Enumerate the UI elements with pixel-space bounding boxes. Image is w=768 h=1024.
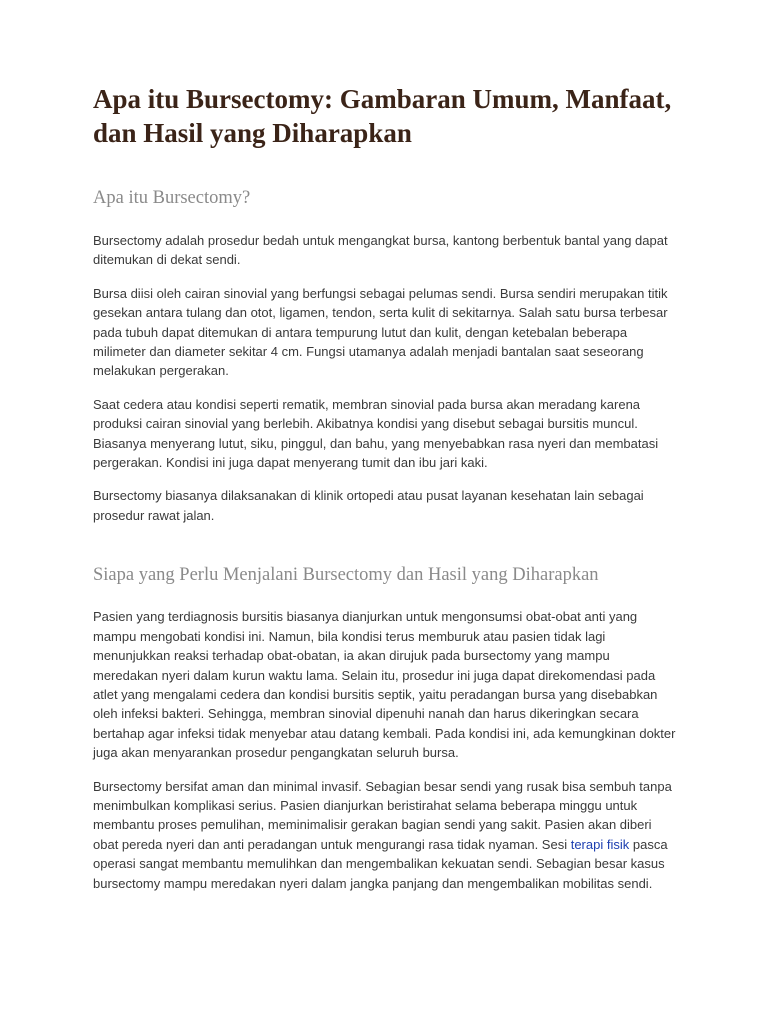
paragraph: Bursectomy adalah prosedur bedah untuk mengangkat bursa, kantong berbentuk bantal yang dapat ditemukan di dekat sendi.	[93, 233, 668, 268]
paragraph: Bursa diisi oleh cairan sinovial yang berfungsi sebagai pelumas sendi. Bursa sendiri merupakan titik gesekan antara tulang dan otot, ligamen, tendon, serta kulit di sekitarnya. Salah satu bursa terbesar pada tubuh dapat ditemukan di antara tempurung lutut dan kulit, dengan ketebalan beberapa milimeter dan diameter sekitar 4 cm. Fungsi utamanya adalah menjadi bantalan saat seseorang melakukan pergerakan.	[93, 285, 668, 379]
paragraph-text-after-link: pasca operasi sangat membantu memulihkan dan mengembalikan kekuatan sendi. Sebagian besar kasus bursectomy mampu meredakan nyeri dalam jangka panjang dan mengembalikan mobilitas sendi.	[93, 836, 668, 891]
paragraph: Pasien yang terdiagnosis bursitis biasanya dianjurkan untuk mengonsumsi obat-obat anti yang mampu mengobati kondisi ini. Namun, bila kondisi terus memburuk atau pasien tidak lagi menunjukkan reaksi terhadap obat-obatan, ia akan dirujuk pada bursectomy yang mampu meredakan nyeri dalam kurun waktu lama. Selain itu, prosedur ini juga dapat direkomendasi pada atlet yang mengalami cedera dan kondisi bursitis septik, yaitu peradangan bursa yang disebabkan oleh infeksi bakteri. Sehingga, membran sinovial dipenuhi nanah dan harus dikeringkan secara bertahap agar infeksi tidak menyebar atau datang kembali. Pada kondisi ini, ada kemungkinan dokter juga akan menyarankan prosedur pengangkatan seluruh bursa.	[93, 609, 676, 761]
article-title: Apa itu Bursectomy: Gambaran Umum, Manfaat, dan Hasil yang Diharapkan	[93, 84, 672, 148]
paragraph-text-before-link: Bursectomy bersifat aman dan minimal invasif. Sebagian besar sendi yang rusak bisa sembuh tanpa menimbulkan komplikasi serius. Pasien dianjurkan beristirahat selama beberapa minggu untuk membantu proses pemulihan, meminimalisir gerakan bagian sendi yang sakit. Pasien akan diberi obat pereda nyeri dan anti peradangan untuk mengurangi rasa tidak nyaman. Sesi	[93, 778, 672, 852]
terapi-fisik-link[interactable]: terapi fisik	[570, 836, 630, 852]
paragraph-with-link	[93, 777, 678, 893]
paragraph: Bursectomy biasanya dilaksanakan di klinik ortopedi atau pusat layanan kesehatan lain sebagai prosedur rawat jalan.	[93, 488, 644, 523]
paragraph: Saat cedera atau kondisi seperti rematik, membran sinovial pada bursa akan meradang karena produksi cairan sinovial yang berlebih. Akibatnya kondisi yang disebut sebagai bursitis muncul. Biasanya menyerang lutut, siku, pinggul, dan bahu, yang menyebabkan rasa nyeri dan membatasi pergerakan. Kondisi ini juga dapat menyerang tumit dan ibu jari kaki.	[93, 396, 659, 471]
section-heading-who-needs: Siapa yang Perlu Menjalani Bursectomy dan Hasil yang Diharapkan	[93, 565, 599, 586]
section-heading-what-is: Apa itu Bursectomy?	[93, 188, 251, 208]
